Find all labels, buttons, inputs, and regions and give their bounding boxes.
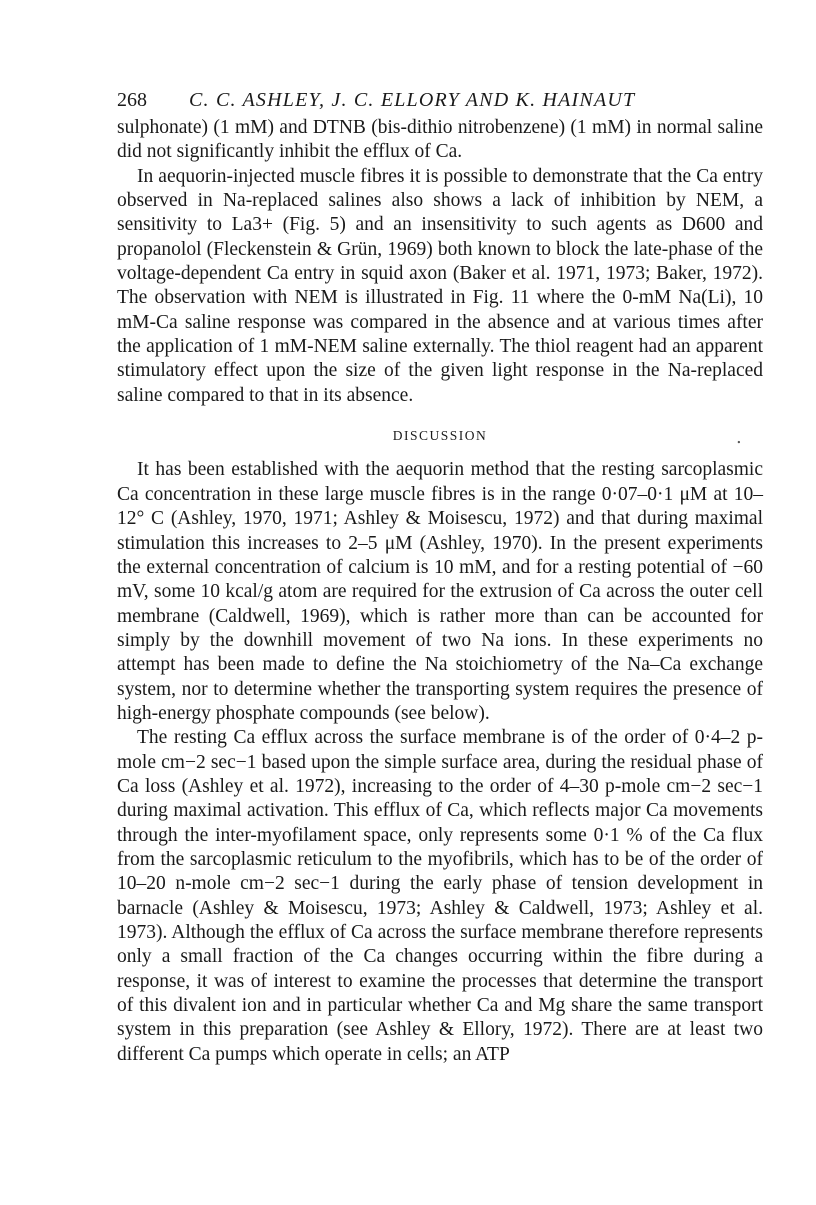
running-head: C. C. ASHLEY, J. C. ELLORY AND K. HAINAUT bbox=[189, 89, 636, 111]
print-speck: . bbox=[736, 427, 742, 448]
page-header bbox=[117, 88, 763, 116]
page-body bbox=[117, 88, 763, 1067]
paragraph-aequorin: In aequorin-injected muscle fibres it is possible to demonstrate that the Ca entry observed in Na-replaced salines also shows a lack of inhibition by NEM, a sensitivity to La3+ (Fig. 5) and an insensitivity to such agents as D600 and propanolol (Fleckenstein & Grün, 1969) both known to block the late-phase of the voltage-dependent Ca entry in squid axon (Baker et al. 1971, 1973; Baker, 1972). The observation with NEM is illustrated in Fig. 11 where the 0-mM Na(Li), 10 mM-Ca saline response was compared in the absence and at various times after the application of 1 mM-NEM saline externally. The thiol reagent had an apparent stimulatory effect upon the size of the given light response in the Na-replaced saline compared to that in its absence. bbox=[117, 165, 763, 406]
discussion-paragraph-1: It has been established with the aequorin method that the resting sarcoplasmic Ca concentration in these large muscle fibres is in the range 0·07–0·1 μM at 10–12° C (Ashley, 1970, 1971; Ashley & Moisescu, 1972) and that during maximal stimulation this increases to 2–5 μM (Ashley, 1970). In the present experiments the external concentration of calcium is 10 mM, and for a resting potential of −60 mV, some 10 kcal/g atom are required for the extrusion of Ca across the outer cell membrane (Caldwell, 1969), which is rather more than can be accounted for simply by the downhill movement of two Na ions. In these experiments no attempt has been made to define the Na stoichiometry of the Na–Ca exchange system, nor to determine whether the transporting system requires the presence of high-energy phosphate compounds (see below). bbox=[117, 459, 763, 724]
paragraph-continued: sulphonate) (1 mM) and DTNB (bis-dithio nitrobenzene) (1 mM) in normal saline did not significantly inhibit the efflux of Ca. bbox=[117, 117, 763, 163]
section-heading-discussion: DISCUSSION bbox=[392, 428, 488, 444]
discussion-paragraph-2: The resting Ca efflux across the surface membrane is of the order of 0·4–2 p-mole cm−2 sec−1 based upon the simple surface area, during the residual phase of Ca loss (Ashley et al. 1972), increasing to the order of 4–30 p-mole cm−2 sec−1 during maximal activation. This efflux of Ca, which reflects major Ca movements through the inter-myofilament space, only represents some 0·1 % of the Ca flux from the sarcoplasmic reticulum to the myofibrils, which has to be of the order of 10–20 n-mole cm−2 sec−1 during the early phase of tension development in barnacle (Ashley & Moisescu, 1973; Ashley & Caldwell, 1973; Ashley et al. 1973). Although the efflux of Ca across the surface membrane therefore represents only a small fraction of the Ca changes occurring within the fibre during a response, it was of interest to examine the processes that determine the transport of this divalent ion and in particular whether Ca and Mg share the same transport system in this preparation (see Ashley & Ellory, 1972). There are at least two different Ca pumps which operate in cells; an ATP bbox=[117, 727, 763, 1065]
page-number: 268 bbox=[117, 89, 147, 111]
